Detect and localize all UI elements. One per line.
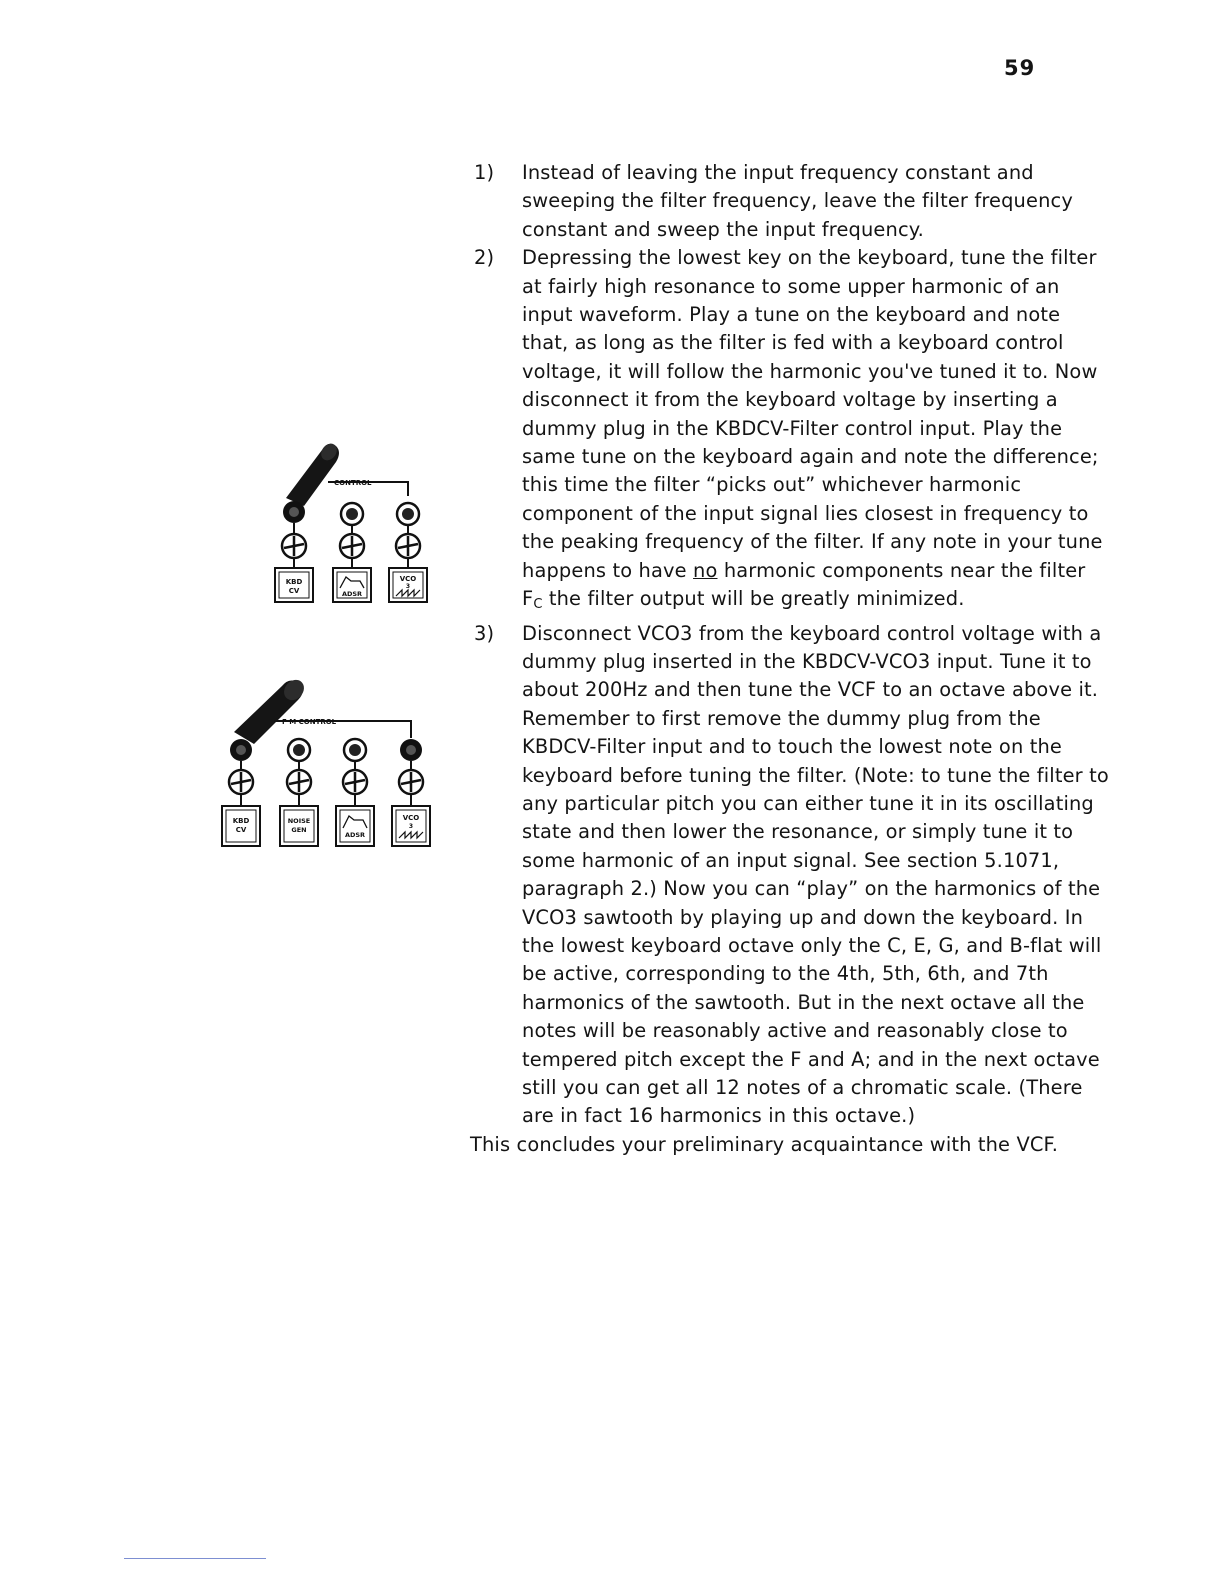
jack-icon: [341, 503, 363, 525]
item-text: harmonic components near the filter: [717, 558, 1086, 582]
footer-rule: [124, 1558, 266, 1559]
dummy-plug-icon: [286, 441, 340, 506]
module-label: KBD: [232, 817, 250, 825]
dummy-plug-icon: [234, 676, 308, 744]
module-noise-gen: [280, 806, 318, 846]
control-label: CONTROL: [334, 479, 372, 487]
item-text: the filter output will be greatly minimized.: [542, 587, 965, 611]
module-label: 3: [405, 583, 411, 590]
module-label: NOISE: [287, 817, 311, 825]
item-number: 2): [474, 246, 495, 270]
module-label: KBD: [285, 578, 303, 586]
jack-icon: [344, 739, 366, 761]
patch-diagram-filter-control: [268, 436, 438, 608]
jack-icon: [283, 501, 305, 523]
list-item-2: [470, 244, 1110, 619]
module-adsr: [336, 806, 374, 846]
jack-icon: [400, 739, 422, 761]
jack-icon: [288, 739, 310, 761]
module-kbd-cv: [222, 806, 260, 846]
jack-icon: [230, 739, 252, 761]
attenuator-knob-icon: [343, 770, 367, 794]
attenuator-knob-icon: [399, 770, 423, 794]
list-item-1: [470, 159, 1110, 244]
module-kbd-cv: [275, 568, 313, 602]
item-number: 1): [474, 161, 495, 184]
item-number: 3): [474, 621, 495, 645]
module-label: CV: [288, 587, 300, 595]
item-text: Depressing the lowest key on the keyboard, tune the filter at fairly high resonance to some upper harmonic of an input waveform. Play a tune on the keyboard and note that, as long as the filter is fed with a keyboard control voltage, it will follow the harmonic you've tuned it to. Now disconnect it from the keyboard voltage by inserting a dummy plug in the KBDCV-Filter control input. Play the same tune on the keyboard again and note the difference; this time the filter “picks out” whichever harmonic component of the input signal lies closest in frequency to the peaking frequency of the filter. If any note in your tune happens to have: [522, 246, 1103, 582]
module-label: VCO: [399, 575, 417, 583]
module-label: GEN: [291, 826, 307, 834]
attenuator-knob-icon: [396, 534, 420, 558]
patch-diagram-fm-control: [214, 670, 440, 852]
module-label: VCO: [402, 814, 420, 822]
module-vco-3: [389, 568, 427, 602]
filter-fc-subscript: C: [533, 597, 543, 613]
attenuator-knob-icon: [282, 534, 306, 558]
module-label: ADSR: [341, 590, 363, 598]
page-number: 59: [1004, 56, 1036, 80]
main-text: [470, 159, 1110, 1159]
underlined-word: no: [693, 558, 718, 582]
module-label: CV: [235, 826, 247, 834]
item-text: Disconnect VCO3 from the keyboard control voltage with a dummy plug inserted in the KBDCV-VCO3 input. Tune it to about 200Hz and then tune the VCF to an octave above it. Remember to first remove the dummy plug from the KBDCV-Filter input and to touch the lowest note on the keyboard before tuning the filter. (Note: to tune the filter to any particular pitch you can either tune it in its oscillating state and then lower the resonance, or simply tune it to some harmonic of an input signal. See section 5.1071, paragraph 2.) Now you can “play” on the harmonics of the VCO3 sawtooth by playing up and down the keyboard. In the lowest keyboard octave only the C, E, G, and B-flat will be active, corresponding to the 4th, 5th, 6th, and 7th harmonics of the sawtooth. But in the next octave all the notes will be reasonably active and reasonably close to tempered pitch except the F and A; and in the next octave still you can get all 12 notes of a chromatic scale. (There are in fact 16 harmonics in this octave.): [522, 621, 1109, 1128]
conclusion-text: This concludes your preliminary acquaintance with the VCF.: [470, 1132, 1059, 1156]
module-label: ADSR: [344, 831, 366, 839]
list-item-3: [470, 620, 1110, 1131]
control-label: F M CONTROL: [282, 718, 337, 726]
item-text: Instead of leaving the input frequency constant and sweeping the filter frequency, leave the filter frequency constant and sweep the input frequency.: [522, 161, 1073, 241]
attenuator-knob-icon: [287, 770, 311, 794]
attenuator-knob-icon: [229, 770, 253, 794]
module-vco-3: [392, 806, 430, 846]
filter-fc-symbol: F: [522, 587, 534, 611]
module-adsr: [333, 568, 371, 602]
module-label: 3: [408, 823, 414, 830]
jack-icon: [397, 503, 419, 525]
attenuator-knob-icon: [340, 534, 364, 558]
